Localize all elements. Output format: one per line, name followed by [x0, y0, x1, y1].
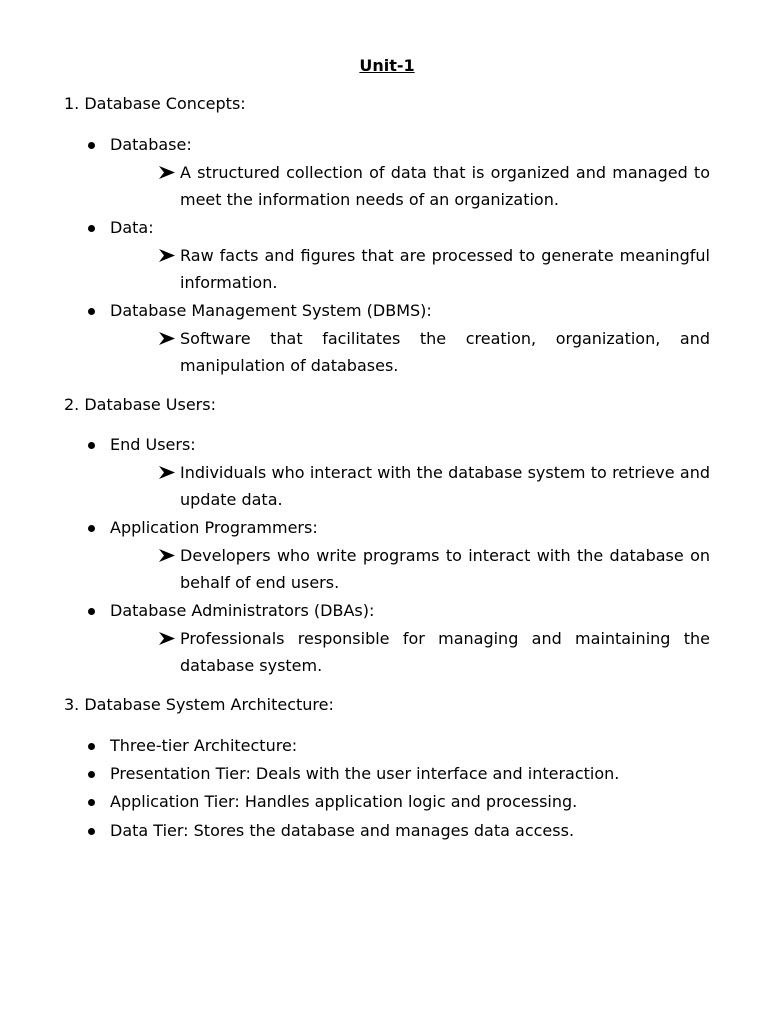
- sub-item-database-definition: [158, 159, 710, 213]
- arrow-bullet-icon: [158, 242, 176, 269]
- arrow-bullet-icon: [158, 159, 176, 186]
- sub-item-data-definition: [158, 242, 710, 296]
- section-heading-database-users: 2. Database Users:: [64, 395, 216, 414]
- bullet-label: Data:: [110, 218, 154, 237]
- sub-item-text: Individuals who interact with the database system to retrieve and update data.: [180, 463, 710, 509]
- arrow-bullet-icon: [158, 325, 176, 352]
- bullet-dot-icon: [88, 308, 95, 315]
- sub-item-end-users-definition: [158, 459, 710, 513]
- bullet-label: Data Tier: Stores the database and manages data access.: [110, 821, 575, 840]
- sub-item-text: Raw facts and figures that are processed to generate meaningful information.: [180, 246, 710, 292]
- sub-item-dbas-definition: [158, 625, 710, 679]
- sub-item-text: Professionals responsible for managing and maintaining the database system.: [180, 629, 710, 675]
- bullet-label: Database Administrators (DBAs):: [110, 601, 375, 620]
- bullet-dot-icon: [88, 743, 95, 750]
- bullet-label: Three-tier Architecture:: [110, 736, 298, 755]
- arrow-bullet-icon: [158, 625, 176, 652]
- sub-item-text: A structured collection of data that is organized and managed to meet the information needs of an organization.: [180, 163, 710, 209]
- bullet-label: Database:: [110, 135, 192, 154]
- bullet-dot-icon: [88, 525, 95, 532]
- sub-item-text: Developers who write programs to interact with the database on behalf of end users.: [180, 546, 710, 592]
- bullet-dot-icon: [88, 828, 95, 835]
- bullet-label: End Users:: [110, 435, 196, 454]
- arrow-bullet-icon: [158, 459, 176, 486]
- sub-item-dbms-definition: [158, 325, 710, 379]
- bullet-label: Presentation Tier: Deals with the user interface and interaction.: [110, 764, 620, 783]
- bullet-dot-icon: [88, 225, 95, 232]
- section-heading-database-system-architecture: 3. Database System Architecture:: [64, 695, 334, 714]
- sub-item-application-programmers-definition: [158, 542, 710, 596]
- page-title: Unit-1: [359, 56, 415, 75]
- bullet-dot-icon: [88, 799, 95, 806]
- bullet-dot-icon: [88, 442, 95, 449]
- bullet-dot-icon: [88, 142, 95, 149]
- section-heading-database-concepts: 1. Database Concepts:: [64, 94, 246, 113]
- sub-item-text: Software that facilitates the creation, organization, and manipulation of databases.: [180, 329, 710, 375]
- arrow-bullet-icon: [158, 542, 176, 569]
- bullet-label: Database Management System (DBMS):: [110, 301, 432, 320]
- bullet-dot-icon: [88, 608, 95, 615]
- bullet-label: Application Programmers:: [110, 518, 318, 537]
- bullet-dot-icon: [88, 771, 95, 778]
- bullet-label: Application Tier: Handles application logic and processing.: [110, 792, 578, 811]
